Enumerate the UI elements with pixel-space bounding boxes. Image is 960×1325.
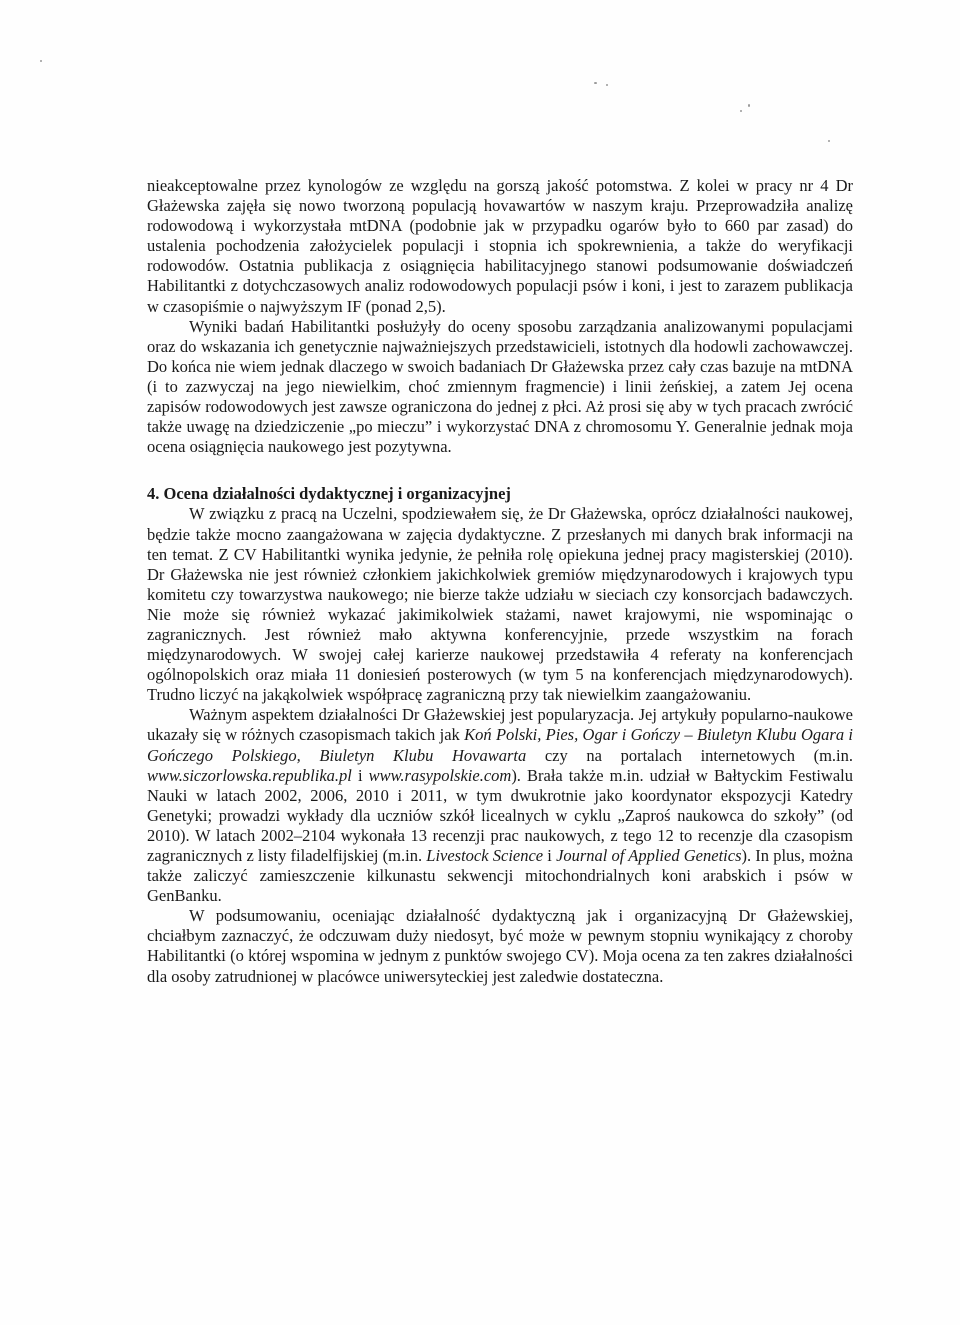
popularization-text-3: i <box>351 765 369 785</box>
popularization-text-6: ). In plus, można także zaliczyć zamieszczenie kilkunastu sekwencji mitochondrialnych koni arabskich i psów w GenBanku. <box>147 846 853 906</box>
paragraph-research-results: Wyniki badań Habilitantki posłużyły do oceny sposobu zarządzania analizowanymi populacjami oraz do wskazania ich genetycznie najważniejszych przedstawicieli, istotnych dla hodowli zachowawczej. Do końca nie wiem jednak dlaczego w swoich badaniach Dr Głażewska przez cały czas bazuje na mtDNA (i to zazwyczaj na jego niewielkim, choć zmiennym fragmencie) i linii żeńskiej, a zatem Jej ocena zapisów rodowodowych jest zawsze ograniczona do jednej z płci. Aż prosi się aby w tych pracach zwrócić także uwagę na dziedziczenie „po mieczu” i wykorzystać DNA z chromosomu Y. Generalnie jednak moja ocena osiągnięcia naukowego jest pozytywna. <box>147 316 853 457</box>
scan-speck <box>594 82 597 84</box>
journal-list: Koń Polski, Pies, Ogar i Gończy – Biuletyn Klubu Ogara i Gończego Polskiego, Biuletyn Klubu Hovawarta <box>147 725 853 765</box>
paragraph-teaching-activity: W związku z pracą na Uczelni, spodziewałem się, że Dr Głażewska, oprócz działalności naukowej, będzie także mocno zaangażowana w zajęcia dydaktyczne. Z przesłanych mi danych brak informacji na ten temat. Z CV Habilitantki wynika jedynie, że pełniła rolę opiekuna jednej pracy magisterskiej (2010). Dr Głażewska nie jest również członkiem jakichkolwiek gremiów międzynarodowych i krajowych typu komitetu czy towarzystwa naukowego; nie bierze także udziału w sieciach czy konsorcjach badawczych. Nie może się również wykazać jakimikolwiek stażami, nawet krajowymi, nie wspominając o zagranicznych. Jest również mało aktywna konferencyjnie, przede wszystkim na forach międzynarodowych. W swojej całej karierze naukowej przedstawiła 4 referaty na konferencjach ogólnopolskich oraz miała 11 doniesień posterowych (w tym 5 na konferencjach międzynarodowych). Trudno liczyć na jakąkolwiek współpracę zagraniczną przy tak niewielkim zaangażowaniu. <box>147 504 853 705</box>
website-link-1: www.siczorlowska.republika.pl <box>147 765 352 785</box>
scan-speck <box>748 104 750 107</box>
scan-speck <box>740 110 742 112</box>
scan-speck <box>40 60 42 62</box>
popularization-text-1: Ważnym aspektem działalności Dr Głażewskiej jest popularyzacja. Jej artykuły popularno-naukowe ukazały się w różnych czasopismach takich jak <box>147 705 853 745</box>
popularization-text-5: i <box>543 846 557 865</box>
journal-livestock-science: Livestock Science <box>426 846 544 865</box>
scan-speck <box>606 84 608 86</box>
document-body <box>147 176 853 987</box>
journal-applied-genetics: Journal of Applied Genetics <box>556 846 742 865</box>
paragraph-popularization <box>147 705 853 906</box>
section-heading: 4. Ocena działalności dydaktycznej i organizacyjnej <box>147 484 511 504</box>
paragraph-summary: W podsumowaniu, oceniając działalność dydaktyczną jak i organizacyjną Dr Głażewskiej, chciałbym zaznaczyć, że odczuwam duży niedosyt, być może w pewnym stopniu wynikający z choroby Habilitantki (o której wspomina w jednym z punktów swojego CV). Moja ocena za ten zakres działalności dla osoby zatrudnionej w placówce uniwersyteckiej jest zaledwie dostateczna. <box>147 906 853 986</box>
popularization-text-4: ). Brała także m.in. udział w Bałtyckim Festiwalu Nauki w latach 2002, 2006, 2010 i 2011, w tym dwukrotnie jako koordynator ekspozycji Katedry Genetyki; prowadzi wykłady dla uczniów szkół licealnych w cyklu „Zaproś naukowca do szkoły” (od 2010). W latach 2002–2104 wykonała 13 recenzji prac naukowych, z tego 12 to recenzje dla czasopism zagranicznych z listy filadelfijskiej (m.in. <box>147 765 853 865</box>
website-link-2: www.rasypolskie.com <box>368 765 512 785</box>
popularization-text-2: czy na portalach internetowych (m.in. <box>526 745 853 765</box>
scan-speck <box>828 140 830 142</box>
paragraph-genealogy-analysis: nieakceptowalne przez kynologów ze względu na gorszą jakość potomstwa. Z kolei w pracy nr 4 Dr Głażewska zajęła się nowo tworzoną populacją hovawartów w naszym kraju. Przeprowadziła analizę rodowodową i wykorzystała mtDNA (podobnie jak w przypadku ogarów było to 660 par zasad) do ustalenia pochodzenia założycielek populacji i stopnia ich spokrewnienia, a także do weryfikacji rodowodów. Ostatnia publikacja z osiągnięcia habilitacyjnego stanowi podsumowanie doświadczeń Habilitantki z dotychczasowych analiz rodowodowych populacji psów i koni, i jest to zarazem publikacja w czasopiśmie o najwyższym IF (ponad 2,5). <box>147 176 853 316</box>
